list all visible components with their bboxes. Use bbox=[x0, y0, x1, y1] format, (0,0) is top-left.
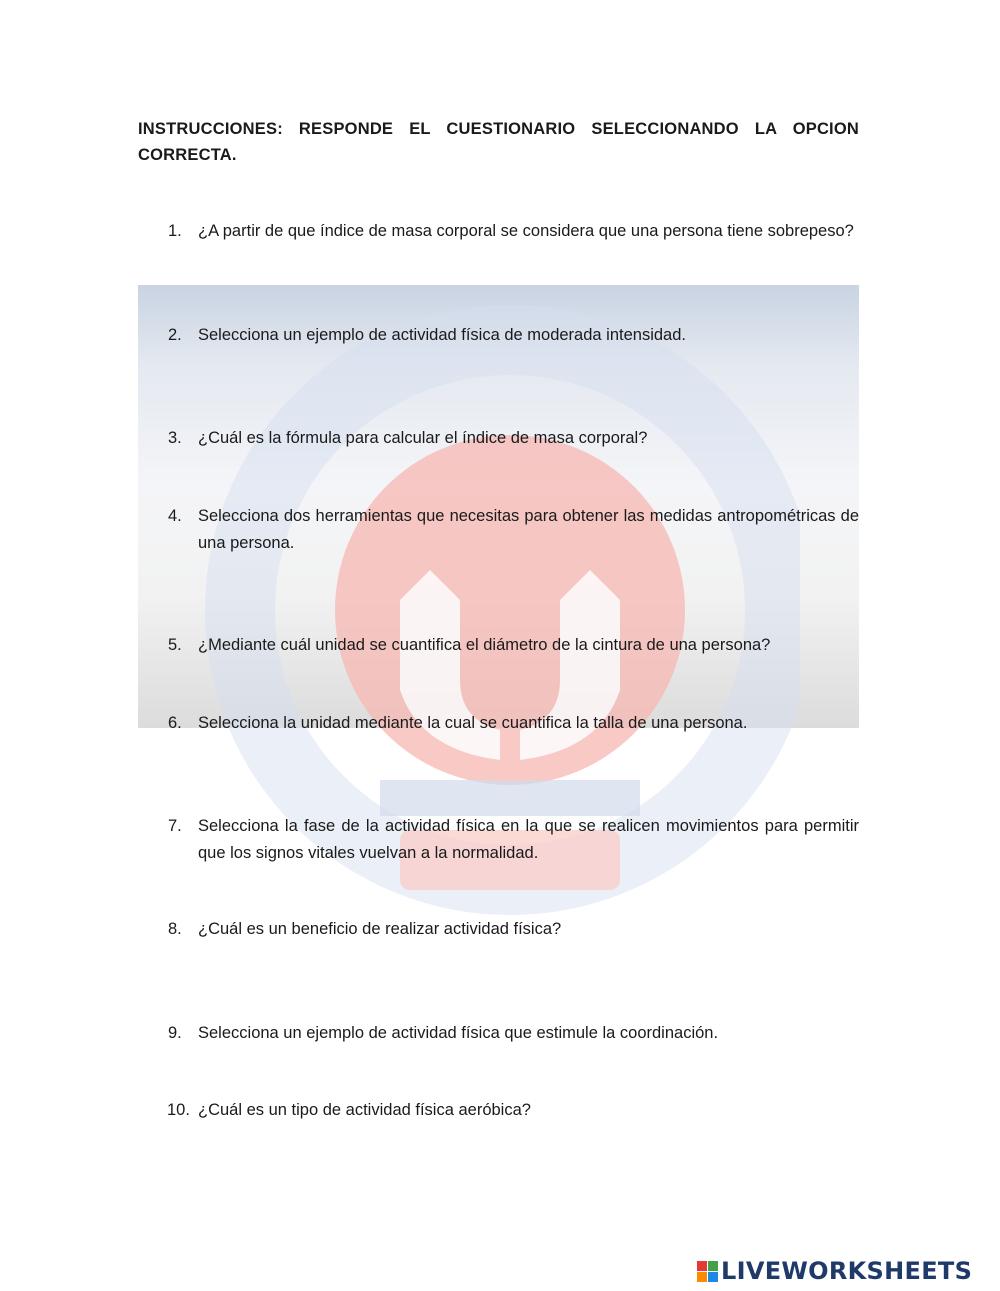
question-number: 8. bbox=[168, 920, 182, 938]
question-number: 7. bbox=[168, 817, 182, 835]
question-item bbox=[168, 632, 859, 659]
question-text: Selecciona un ejemplo de actividad física de moderada intensidad. bbox=[198, 326, 686, 344]
question-item bbox=[168, 425, 859, 452]
question-text: Selecciona dos herramientas que necesitas para obtener las medidas antropométricas de una persona. bbox=[198, 507, 859, 552]
question-text: Selecciona la fase de la actividad física en la que se realicen movimientos para permitir que los signos vitales vuelvan a la normalidad. bbox=[198, 817, 859, 862]
question-text: ¿A partir de que índice de masa corporal se considera que una persona tiene sobrepeso? bbox=[198, 222, 854, 240]
logo-icon-tile bbox=[708, 1272, 718, 1282]
question-text: Selecciona la unidad mediante la cual se cuantifica la talla de una persona. bbox=[198, 714, 748, 732]
logo-icon-tile bbox=[697, 1272, 707, 1282]
liveworksheets-logo-text: LIVEWORKSHEETS bbox=[721, 1257, 973, 1285]
question-item bbox=[168, 503, 859, 557]
question-text: ¿Mediante cuál unidad se cuantifica el diámetro de la cintura de una persona? bbox=[198, 636, 771, 654]
question-item bbox=[168, 710, 859, 737]
question-item bbox=[168, 322, 859, 349]
question-number: 3. bbox=[168, 429, 182, 447]
question-item bbox=[168, 916, 859, 943]
logo-icon-tile bbox=[708, 1261, 718, 1271]
question-item bbox=[167, 1097, 859, 1124]
question-text: ¿Cuál es un tipo de actividad física aeróbica? bbox=[198, 1101, 531, 1119]
question-number: 4. bbox=[168, 507, 182, 525]
question-number: 6. bbox=[168, 714, 182, 732]
question-item bbox=[168, 813, 859, 867]
question-number: 9. bbox=[168, 1024, 182, 1042]
logo-icon-tile bbox=[697, 1261, 707, 1271]
question-number: 2. bbox=[168, 326, 182, 344]
question-text: Selecciona un ejemplo de actividad física que estimule la coordinación. bbox=[198, 1024, 719, 1042]
question-item bbox=[168, 218, 859, 245]
question-item bbox=[168, 1020, 859, 1047]
liveworksheets-logo[interactable] bbox=[697, 1254, 997, 1288]
question-text: ¿Cuál es la fórmula para calcular el índice de masa corporal? bbox=[198, 429, 648, 447]
liveworksheets-logo-icon bbox=[697, 1261, 718, 1282]
question-text: ¿Cuál es un beneficio de realizar actividad física? bbox=[198, 920, 562, 938]
instructions-heading: INSTRUCCIONES: RESPONDE EL CUESTIONARIO SELECCIONANDO LA OPCION CORRECTA. bbox=[138, 120, 859, 164]
question-number: 10. bbox=[167, 1101, 190, 1119]
question-number: 1. bbox=[168, 222, 182, 240]
question-number: 5. bbox=[168, 636, 182, 654]
